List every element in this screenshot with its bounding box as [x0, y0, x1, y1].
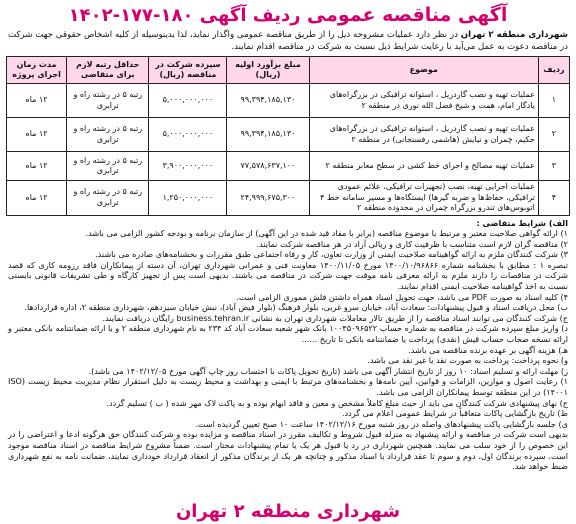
condition-item: ج) شرکت کنندگان می توانند اسناد مناقصه را از طریق تالار معاملات شهرداری تهران به نشانی business.tehran.ir رایگان دریافت نمایند.	[102, 312, 568, 323]
cell-deposit: ۳,۹۰۰,۰۰۰,۰۰۰	[149, 152, 227, 181]
condition-item: هـ) هزینه آگهی بر عهده برنده مناقصه می باشد.	[408, 344, 568, 355]
cell-grade: رتبه ۵ در رشته راه و ترابری	[67, 118, 149, 152]
cell-grade: رتبه ۵ در رشته راه و ترابری	[67, 84, 149, 118]
conditions-section	[8, 218, 568, 472]
cell-grade: رتبه ۵ در رشته راه و ترابری	[67, 181, 149, 216]
condition-item: د) واریز مبلغ سپرده شرکت در مناقصه به شماره حساب ۱۰۰۴۵۰۹۶۵۲۲ بانک شهر شعبه سعادت آباد کد ۲۳۴ به نام شهرداری منطقه ۲ و یا ارائه ضمانتنامه بانکی معتبر و ارائه نسخه صحاب حساب قیش (نقدی) پرداخت یا ضمانتنامه بانکی تا تاریخ ......	[8, 323, 568, 345]
header-deposit: سپرده شرکت در مناقصه (ریال)	[149, 57, 227, 84]
table-row	[7, 118, 570, 152]
notice-ref: ردیف آگهی ۱۸۰-۱۷۷-۱۴۰۲	[68, 5, 301, 26]
table-row	[7, 84, 570, 118]
condition-item: ۳) شرکت کنندگان ملزم به ارائه گواهینامه صلاحیت ایمنی از وزارت تعاون، کار و رفاه اجتماعی طبق مقررات و بخشنامه‌های صادره می باشند.	[95, 249, 568, 260]
condition-item: ۱) رعایت اصول و موازین، الزامات و قوانین، آیین نامه‌ها و بخشنامه‌های مرتبط با ایمنی و بهداشت و محیط زیست به دلیل استقرار نظام مدیریت محیط زیست (ISO ۱۴۰۰۱) در این منطقه توسط پیمانکاران الزامی می باشد.	[8, 376, 568, 397]
condition-item: ۴) کلیه اسناد به صورت PDF می باشد، جهت تحویل اسناد همراه داشتن فلش مموری الزامی است.	[236, 291, 568, 302]
cell-duration: ۱۲ ماه	[7, 152, 67, 181]
cell-deposit: ۵,۰۰۰,۰۰۰,۰۰۰	[149, 84, 227, 118]
cell-subject: عملیات تهیه مصالح و اجرای خط کشی در سطح معابر منطقه ۲	[309, 152, 538, 181]
cell-row-no: ۴	[538, 181, 569, 216]
cell-estimate: ۷۷,۵۷۸,۶۳۷,۱۰۰	[227, 152, 309, 181]
header-row-no: ردیف	[538, 57, 569, 84]
condition-item: ز) مهلت ارائه و تسلیم اسناد: ۱۰ روز از تاریخ انتشار آگهی می باشد (تاریخ تحویل پاکات با احتساب روز چاپ آگهی مورخ ۱۴۰۲/۱۲/۰۵ می باشد).	[88, 365, 568, 376]
notice-main-title: آگهی مناقصه عمومی	[306, 4, 508, 26]
cell-deposit: ۵,۰۰۰,۰۰۰,۰۰۰	[149, 118, 227, 152]
intro-text: در نظر دارد عملیات مشروحه ذیل را از طریق مناقصه عمومی واگذار نماید، لذا بدینوسیله از کلیه اشخاص حقوقی جهت شرکت در مناقصه دعوت به عمل می‌آید با رعایت شرایط ذیل نسبت به شرکت در مناقصه اقدام نمایند.	[8, 30, 568, 52]
header-duration: مدت زمان اجرای پروژه	[7, 57, 67, 84]
cell-estimate: ۲۴,۹۹۹,۶۷۵,۳۰۰	[227, 181, 309, 216]
header-grade: حداقل رتبه لازم برای متقاضی	[67, 57, 149, 84]
header-subject: موضوع	[309, 57, 538, 84]
cell-subject: عملیات تهیه و نصب گاردریل ، استوانه ترافیکی در بزرگراه‌های یادگار امام، همت و شیخ فضل الله نوری در منطقه ۲	[309, 84, 538, 118]
conditions-heading: الف) شرایط متقاضی :	[476, 217, 568, 228]
table-row	[7, 152, 570, 181]
table-row	[7, 181, 570, 216]
cell-duration: ۱۲ ماه	[7, 84, 67, 118]
condition-item: ۲) مناقصه گران لازم است متناسب با ظرفیت کاری و ریالی آزاد در هر مناقصه شرکت نمایند.	[256, 238, 568, 249]
cell-estimate: ۹۹,۳۹۴,۱۸۵,۱۳۰	[227, 118, 309, 152]
cell-subject: عملیات اجرایی تهیه، نصب (تجهیزات ترافیکی، علائم عمودی ترافیکی، حفاظ‌ها و ضربه گیرها) ایستگاه‌ها و مسیر سامانه خط ۴ اتوبوس‌های تندرو بزرگراه چمران در محدوده منطقه ۲	[309, 181, 538, 216]
condition-item: ح) نهای پیشنهادی شرکت کنندگان می باید از حیث مبلغ کاملاً مشخص و معین و فاقد ابهام بوده و به پاکت لاک مهر شده ( ب ) تسلیم گردد.	[106, 397, 568, 408]
cell-duration: ۱۲ ماه	[7, 118, 67, 152]
cell-row-no: ۲	[538, 118, 569, 152]
notice-title	[6, 4, 570, 28]
cell-row-no: ۳	[538, 152, 569, 181]
cell-estimate: ۹۹,۳۹۴,۱۸۵,۱۳۰	[227, 84, 309, 118]
notice-intro	[8, 30, 568, 53]
condition-item: بدیهی است شرکت در مناقصه و ارائه پیشنهاد به منزله قبول شروط و تکالیف مقرر در اسناد مناقصه و مزایده بوده و شرکت کنندگان حق هرگونه ادعا و اعتراضی را در این خصوص را از خود سلب می نمایند. همچنین شهرداری در رد یا قبول هر یک یا تمام پیشنهادات مختار است. ضمناً مشروح شرایط مناقصه در اسناد مناقصه موجود است. سپرده برندگان اول، دوم و سوم تا عقد قرارداد با اسناد مذکور و چنانچه هر یک از برندگان مذکور از انعقاد قرارداد خودداری نمایند، ضمانت نامه به نفع شهرداری ضبط خواهد شد.	[8, 429, 568, 472]
header-estimate: مبلغ برآورد اولیه (ریال)	[227, 57, 309, 84]
condition-item: تبصره ۱ : مطابق با بخشنامه شماره ۱۴۰۰/۱۰/۹۶۸۶۶ مورخ ۱۴۰۰/۱۱/۰۵ معاونت فنی و عمرانی شهرداری تهران، آن دسته از پیمانکاران فاقد رزومه کاری که قصد شرکت در مناقصات را دارند ملزم به ارائه معرفی نامه موقت جهت شرکت در مناقصه می باشند. بدیهی است پس از تجهیز کارگاه و طی تشریفات قانونی بایستی نسبت به اخذ گواهینامه صلاحیت ایمنی اقدام نمایند.	[8, 259, 568, 292]
cell-grade: رتبه ۵ در رشته راه و ترابری	[67, 152, 149, 181]
condition-item: ب) محل دریافت اسناد و قبول پیشنهادات: سعادت آباد، خیابان سرو غربی، بلوار فرهنگ (بلوار فیض آباد)، نبش خیابان سیزدهم، شهرداری منطقه ۲، اداره قراردادها.	[24, 302, 568, 313]
cell-row-no: ۱	[538, 84, 569, 118]
tender-table	[6, 56, 570, 216]
condition-item: ۱) ارائه گواهی صلاحیت معتبر و مرتبط با موضوع مناقصه (برابر با مفاد قید شده در این آگهی) از سازمان برنامه و بودجه کشور الزامی می باشد.	[85, 228, 568, 239]
cell-deposit: ۱,۲۵۰,۰۰۰,۰۰۰	[149, 181, 227, 216]
notice-footer-signature: شهرداری منطقه ۲ تهران	[175, 501, 401, 522]
cell-duration: ۱۲ ماه	[7, 181, 67, 216]
condition-item: ط) تاریخ بازگشایی پاکات متعاقباً در شرایط عمومی اعلام می گردد.	[341, 408, 568, 419]
intro-lead: شهرداری منطقه ۲ تهران	[460, 30, 568, 40]
condition-item: و) نحوه پرداخت: پرداخت به صورت نقد یا غیر نقد می باشد.	[367, 355, 568, 366]
condition-item: ی) جلسه بازگشایی پاکت پیشنهادهای واصله در روز شنبه مورخ ۱۴۰۲/۱۲/۱۶ ساعت ۱۰ صبح تعیین گردیده است.	[195, 418, 568, 429]
table-header-row	[7, 57, 570, 84]
cell-subject: عملیات تهیه و نصب گاردریل ، استوانه ترافیکی در بزرگراه‌های حکیم، چمران و نیایش (هاشمی رفسنجانی) در منطقه ۲	[309, 118, 538, 152]
